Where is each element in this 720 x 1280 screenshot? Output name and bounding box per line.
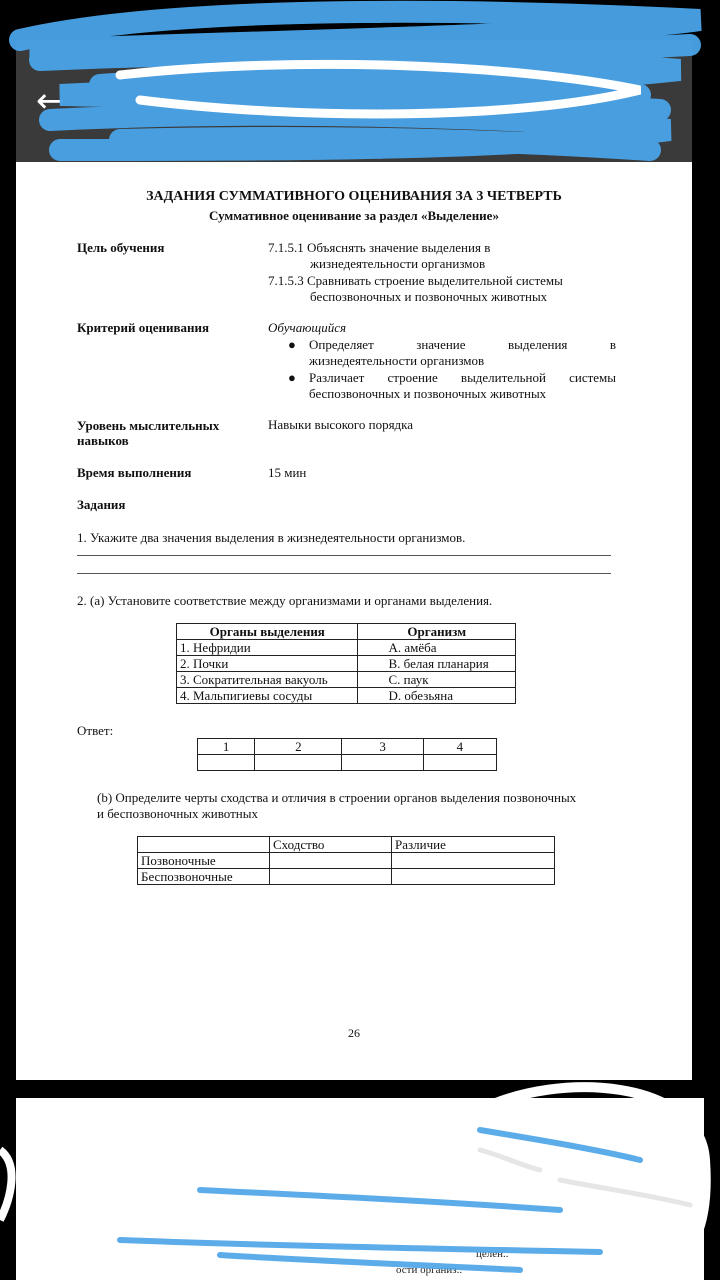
answer-col-4: 4 bbox=[423, 739, 496, 755]
answer-col-2: 2 bbox=[255, 739, 342, 755]
doc-subtitle: Суммативное оценивание за раздел «Выделение» bbox=[209, 208, 499, 223]
table-row bbox=[138, 853, 555, 869]
answer-col-1: 1 bbox=[198, 739, 255, 755]
answer-line bbox=[77, 573, 611, 574]
answer-cell[interactable] bbox=[423, 755, 496, 771]
goal-label: Цель обучения bbox=[77, 240, 165, 255]
match-table bbox=[176, 623, 516, 704]
time-label: Время выполнения bbox=[77, 465, 192, 480]
compare-cell[interactable] bbox=[270, 869, 392, 885]
organ-cell: 3. Сократительная вакуоль bbox=[177, 672, 358, 688]
compare-table bbox=[137, 836, 555, 885]
goal-2b: беспозвоночных и позвоночных животных bbox=[310, 289, 548, 304]
fragment-text-2: ости организ.. bbox=[396, 1264, 463, 1276]
level-value: Навыки высокого порядка bbox=[268, 417, 414, 432]
organ-cell: 2. Почки bbox=[177, 656, 358, 672]
compare-col-similarity: Сходство bbox=[270, 837, 392, 853]
criteria-label: Критерий оценивания bbox=[77, 320, 210, 335]
tasks-label: Задания bbox=[77, 497, 126, 512]
task-1: 1. Укажите два значения выделения в жизнедеятельности организмов. bbox=[77, 530, 466, 545]
goal-1b: жизнедеятельности организмов bbox=[310, 256, 486, 271]
table-row bbox=[177, 672, 516, 688]
fragment-text-1: целен.. bbox=[476, 1248, 509, 1260]
table-row bbox=[177, 640, 516, 656]
goal-2a: 7.1.5.3 Сравнивать строение выделительной системы bbox=[268, 273, 563, 288]
criteria-2b: беспозвоночных и позвоночных животных bbox=[309, 386, 547, 401]
doc-title: ЗАДАНИЯ СУММАТИВНОГО ОЦЕНИВАНИЯ ЗА 3 ЧЕТВЕРТЬ bbox=[146, 189, 562, 204]
table-row bbox=[138, 869, 555, 885]
answer-cell[interactable] bbox=[342, 755, 423, 771]
bullet-icon: ● bbox=[288, 337, 296, 352]
organism-cell: B. белая планария bbox=[358, 656, 516, 672]
compare-cell[interactable] bbox=[392, 853, 555, 869]
goal-1a: 7.1.5.1 Объяснять значение выделения в bbox=[268, 240, 491, 255]
organism-cell: C. паук bbox=[358, 672, 516, 688]
scribble-redaction-bottom bbox=[0, 1070, 720, 1280]
task-2b-line1: (b) Определите черты сходства и отличия в строении органов выделения позвоночных bbox=[97, 790, 577, 805]
criteria-1b: жизнедеятельности организмов bbox=[309, 353, 485, 368]
organism-cell: D. обезьяна bbox=[358, 688, 516, 704]
answer-label: Ответ: bbox=[77, 723, 114, 738]
table-row bbox=[177, 656, 516, 672]
answer-table bbox=[197, 738, 497, 771]
answer-line bbox=[77, 555, 611, 556]
task-2b-line2: и беспозвоночных животных bbox=[97, 806, 258, 821]
level-label-1: Уровень мыслительных bbox=[77, 418, 220, 433]
scribble-redaction bbox=[0, 0, 720, 170]
compare-col-difference: Различие bbox=[392, 837, 555, 853]
level-label-2: навыков bbox=[77, 433, 129, 448]
criteria-intro: Обучающийся bbox=[268, 320, 347, 335]
match-col-organism: Организм bbox=[358, 624, 516, 640]
compare-row-vertebrates: Позвоночные bbox=[138, 853, 270, 869]
organ-cell: 4. Мальпигиевы сосуды bbox=[177, 688, 358, 704]
answer-cell[interactable] bbox=[198, 755, 255, 771]
criteria-2a: Различает строение выделительной системы bbox=[309, 370, 616, 385]
time-value: 15 мин bbox=[268, 465, 307, 480]
compare-corner bbox=[138, 837, 270, 853]
organism-cell: A. амёба bbox=[358, 640, 516, 656]
match-col-organs: Органы выделения bbox=[177, 624, 358, 640]
task-2a: 2. (a) Установите соответствие между организмами и органами выделения. bbox=[77, 593, 493, 608]
compare-row-invertebrates: Беспозвоночные bbox=[138, 869, 270, 885]
compare-cell[interactable] bbox=[392, 869, 555, 885]
page-number: 26 bbox=[348, 1026, 360, 1040]
answer-cell[interactable] bbox=[255, 755, 342, 771]
criteria-1a: Определяет значение выделения в bbox=[309, 337, 616, 352]
back-arrow-icon[interactable]: ← bbox=[36, 81, 65, 121]
compare-cell[interactable] bbox=[270, 853, 392, 869]
document-page bbox=[16, 162, 692, 1080]
bullet-icon: ● bbox=[288, 370, 296, 385]
organ-cell: 1. Нефридии bbox=[177, 640, 358, 656]
answer-col-3: 3 bbox=[342, 739, 423, 755]
table-row bbox=[177, 688, 516, 704]
